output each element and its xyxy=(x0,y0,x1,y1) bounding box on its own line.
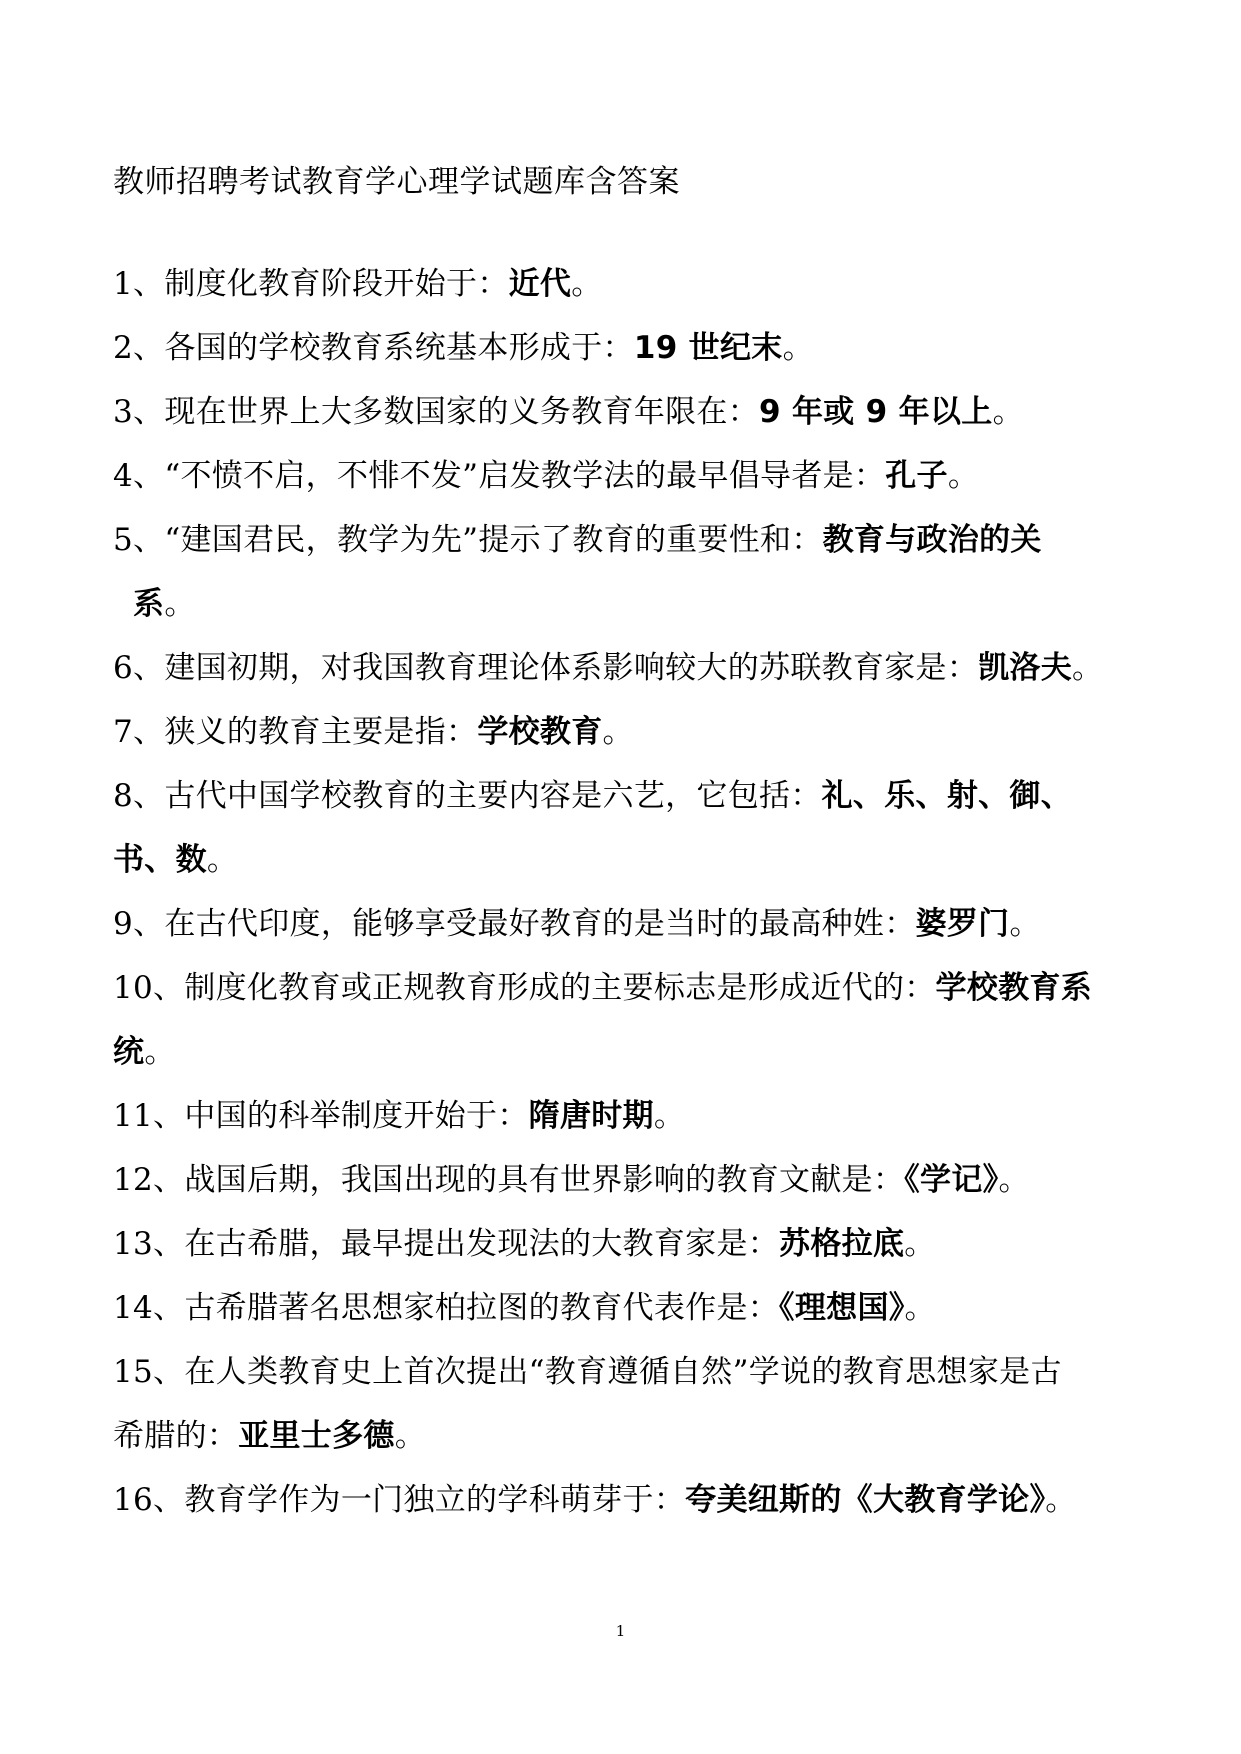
question-item-8 xyxy=(113,764,1143,892)
sentence-end: 。 xyxy=(992,394,1024,430)
question-text: 3、现在世界上大多数国家的义务教育年限在： xyxy=(113,394,760,430)
continuation-line xyxy=(113,828,1143,892)
answer-text: 苏格拉底 xyxy=(779,1226,905,1262)
question-text: 1、制度化教育阶段开始于： xyxy=(113,266,509,302)
question-item-15 xyxy=(113,1340,1143,1468)
sentence-end: 。 xyxy=(947,458,980,494)
continuation-line xyxy=(113,1404,1143,1468)
question-item-6 xyxy=(113,636,1143,700)
question-text: 4、“不愤不启，不悱不发”启发教学法的最早倡导者是： xyxy=(113,458,886,494)
question-text: 2、各国的学校教育系统基本形成于： xyxy=(113,330,634,366)
question-text: 13、在古希腊，最早提出发现法的大教育家是： xyxy=(113,1226,780,1262)
sentence-end: 。 xyxy=(904,1290,936,1326)
sentence-end: 。 xyxy=(1009,906,1041,942)
question-text: 15、在人类教育史上首次提出“教育遵循自然”学说的教育思想家是古 xyxy=(113,1354,1062,1390)
sentence-end: 。 xyxy=(602,714,634,750)
sentence-end: 。 xyxy=(998,1162,1030,1198)
question-item-1 xyxy=(113,252,1143,316)
question-item-7 xyxy=(113,700,1143,764)
question-item-11 xyxy=(113,1084,1143,1148)
question-item-5 xyxy=(113,508,1143,636)
question-text: 16、教育学作为一门独立的学科萌芽于： xyxy=(113,1482,686,1518)
answer-text: 孔子 xyxy=(885,458,948,494)
question-text: 6、建国初期，对我国教育理论体系影响较大的苏联教育家是： xyxy=(113,650,979,686)
sentence-end: 。 xyxy=(904,1226,936,1262)
answer-continuation: 系 xyxy=(133,586,165,622)
question-item-2 xyxy=(113,316,1143,380)
question-line xyxy=(113,508,1143,572)
answer-continuation: 统 xyxy=(113,1034,145,1070)
answer-text: 《理想国》 xyxy=(779,1290,905,1326)
sentence-end: 。 xyxy=(1072,650,1104,686)
document-title: 教师招聘考试教育学心理学试题库含答案 xyxy=(113,164,680,200)
question-text: 8、古代中国学校教育的主要内容是六艺，它包括： xyxy=(113,778,822,814)
answer-text: 礼、乐、射、御、 xyxy=(821,778,1073,814)
answer-text: 凯洛夫 xyxy=(978,650,1073,686)
question-line xyxy=(113,956,1143,1020)
answer-text: 教育与政治的关 xyxy=(822,522,1042,558)
question-line xyxy=(113,764,1143,828)
question-text: 10、制度化教育或正规教育形成的主要标志是形成近代的： xyxy=(113,970,936,1006)
answer-text: 学校教育 xyxy=(477,714,603,750)
answer-text: 学校教育系 xyxy=(935,970,1093,1006)
continuation-line xyxy=(113,572,1143,636)
question-item-16 xyxy=(113,1468,1143,1532)
question-line xyxy=(113,1340,1143,1404)
question-item-12 xyxy=(113,1148,1143,1212)
question-text: 5、“建国君民，教学为先”提示了教育的重要性和： xyxy=(113,522,823,558)
page-number: 1 xyxy=(615,1622,626,1640)
answer-text: 隋唐时期 xyxy=(528,1098,654,1134)
question-text: 11、中国的科举制度开始于： xyxy=(113,1098,529,1134)
question-item-9 xyxy=(113,892,1143,956)
answer-text: 近代 xyxy=(508,266,572,302)
answer-continuation: 书、数 xyxy=(113,842,207,878)
question-item-13 xyxy=(113,1212,1143,1276)
continuation-line xyxy=(113,1020,1143,1084)
answer-text: 婆罗门 xyxy=(915,906,1010,942)
sentence-end: 。 xyxy=(206,842,239,878)
question-text: 7、狭义的教育主要是指： xyxy=(113,714,478,750)
sentence-end: 。 xyxy=(394,1418,427,1454)
question-item-10 xyxy=(113,956,1143,1084)
sentence-end: 。 xyxy=(164,586,196,622)
answer-text: 《学记》 xyxy=(904,1162,999,1198)
answer-text: 夸美纽斯的《大教育学论》 xyxy=(685,1482,1046,1518)
sentence-end: 。 xyxy=(653,1098,686,1134)
question-text: 14、古希腊著名思想家柏拉图的教育代表作是： xyxy=(113,1290,780,1326)
sentence-end: 。 xyxy=(782,330,814,366)
question-item-3 xyxy=(113,380,1143,444)
answer-text: 19 世纪末 xyxy=(633,330,783,366)
sentence-end: 。 xyxy=(1045,1482,1077,1518)
question-text: 9、在古代印度，能够享受最好教育的是当时的最高种姓： xyxy=(113,906,916,942)
answer-text: 亚里士多德 xyxy=(238,1418,395,1454)
answer-text: 9 年或 9 年以上 xyxy=(759,394,993,430)
question-list xyxy=(113,252,1143,1532)
question-item-4 xyxy=(113,444,1143,508)
question-text: 12、战国后期，我国出现的具有世界影响的教育文献是： xyxy=(113,1162,905,1198)
question-continuation: 希腊的： xyxy=(113,1418,239,1454)
sentence-end: 。 xyxy=(571,266,603,302)
sentence-end: 。 xyxy=(144,1034,176,1070)
question-item-14 xyxy=(113,1276,1143,1340)
